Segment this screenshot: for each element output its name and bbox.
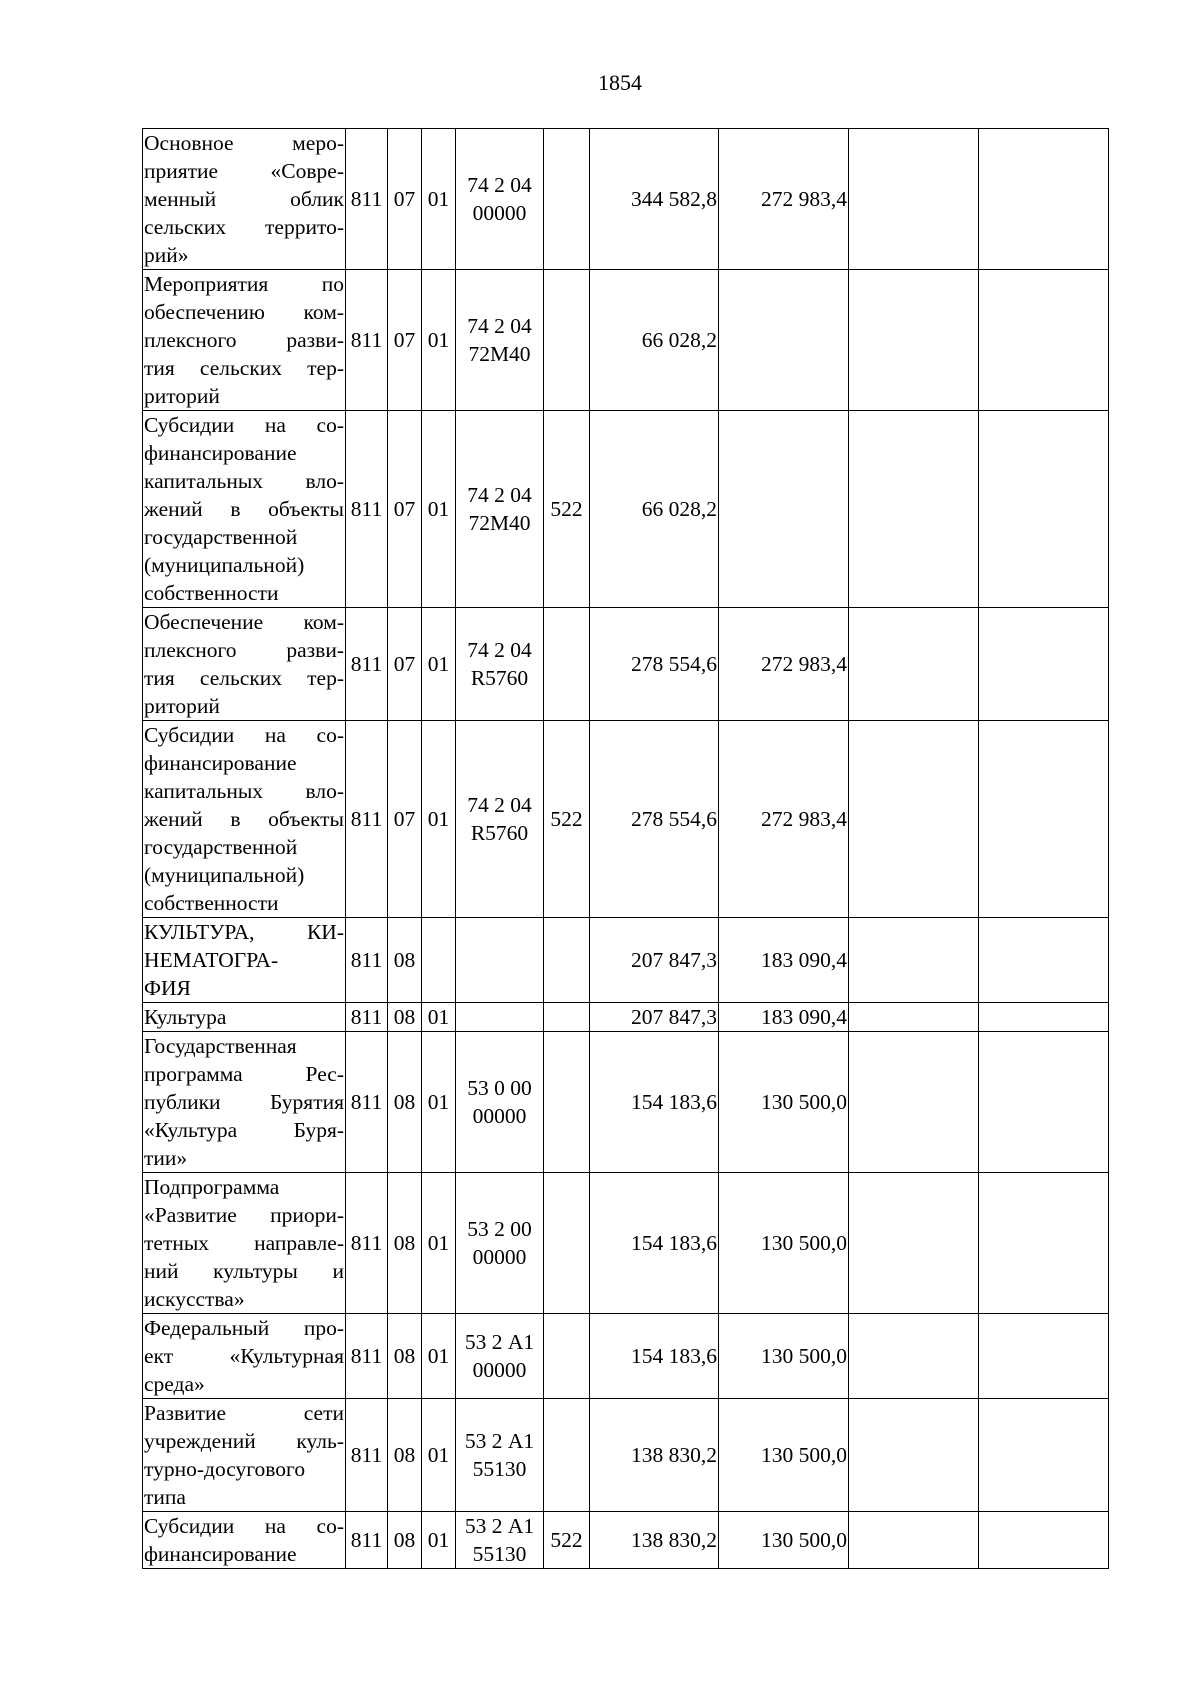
amount-cell-2: 130 500,0	[719, 1032, 849, 1173]
vr-code-cell	[544, 270, 590, 411]
amount-cell-1: 154 183,6	[590, 1173, 719, 1314]
amount-cell-3	[849, 1512, 979, 1569]
csr-code-cell	[456, 918, 544, 1003]
row-name-line: программа Рес-	[144, 1062, 344, 1086]
vr-code-cell	[544, 1032, 590, 1173]
rz-code-cell: 07	[388, 411, 422, 608]
gr-code-cell: 811	[346, 1314, 388, 1399]
csr-code-line: 55130	[472, 1457, 527, 1481]
pr-code-cell: 01	[422, 608, 456, 721]
row-name-line: Субсидии на со-	[144, 1514, 344, 1538]
amount-cell-4	[979, 721, 1109, 918]
row-name-line: турно-досугового	[144, 1457, 306, 1481]
vr-code-cell	[544, 918, 590, 1003]
csr-code-line: 74 2 04	[467, 793, 532, 817]
amount-cell-2: 272 983,4	[719, 608, 849, 721]
rz-code-cell: 08	[388, 1512, 422, 1569]
row-name-line: публики Бурятия	[144, 1090, 344, 1114]
amount-cell-1: 154 183,6	[590, 1314, 719, 1399]
row-name-line: плексного разви-	[144, 638, 344, 662]
csr-code-line: 00000	[472, 1245, 527, 1269]
row-name-line: собственности	[144, 891, 279, 915]
row-name-cell	[143, 411, 346, 608]
row-name-line: рий»	[144, 243, 189, 267]
csr-code-line: 53 2 А1	[464, 1330, 535, 1354]
amount-cell-1: 278 554,6	[590, 721, 719, 918]
table-row	[143, 270, 1109, 411]
amount-cell-3	[849, 1314, 979, 1399]
row-name-line: среда»	[144, 1372, 205, 1396]
amount-cell-1: 207 847,3	[590, 918, 719, 1003]
vr-code-cell: 522	[544, 411, 590, 608]
amount-cell-4	[979, 918, 1109, 1003]
amount-cell-4	[979, 270, 1109, 411]
row-name-line: финансирование	[144, 441, 297, 465]
table-row	[143, 1512, 1109, 1569]
csr-code-cell	[456, 1003, 544, 1032]
csr-code-line: 72М40	[468, 511, 531, 535]
vr-code-cell	[544, 1399, 590, 1512]
csr-code-cell	[456, 1512, 544, 1569]
row-name-line: государственной	[144, 525, 298, 549]
row-name-line: государственной	[144, 835, 298, 859]
csr-code-cell	[456, 129, 544, 270]
row-name-line: (муниципальной)	[144, 553, 305, 577]
amount-cell-2: 183 090,4	[719, 918, 849, 1003]
amount-cell-3	[849, 411, 979, 608]
pr-code-cell: 01	[422, 1512, 456, 1569]
csr-code-line: 53 0 00	[467, 1076, 532, 1100]
csr-code-line: 72М40	[468, 342, 531, 366]
row-name-line: тии»	[144, 1146, 188, 1170]
row-name-line: Основное меро-	[144, 131, 344, 155]
amount-cell-2: 130 500,0	[719, 1512, 849, 1569]
row-name-line: финансирование	[144, 751, 297, 775]
vr-code-cell	[544, 1003, 590, 1032]
amount-cell-1: 138 830,2	[590, 1399, 719, 1512]
csr-code-line: R5760	[470, 821, 529, 845]
table-row	[143, 129, 1109, 270]
amount-cell-3	[849, 721, 979, 918]
csr-code-cell	[456, 721, 544, 918]
amount-cell-1: 154 183,6	[590, 1032, 719, 1173]
row-name-line: финансирование	[144, 1542, 297, 1566]
csr-code-cell	[456, 608, 544, 721]
rz-code-cell: 07	[388, 270, 422, 411]
row-name-line: Развитие сети	[144, 1401, 344, 1425]
row-name-cell	[143, 1512, 346, 1569]
row-name-cell	[143, 1003, 346, 1032]
gr-code-cell: 811	[346, 270, 388, 411]
rz-code-cell: 08	[388, 1399, 422, 1512]
row-name-line: Государственная	[144, 1034, 297, 1058]
amount-cell-4	[979, 411, 1109, 608]
row-name-line: (муниципальной)	[144, 863, 305, 887]
amount-cell-4	[979, 1032, 1109, 1173]
row-name-line: «Развитие приори-	[144, 1203, 344, 1227]
gr-code-cell: 811	[346, 129, 388, 270]
page-number: 1854	[598, 70, 642, 95]
table-row	[143, 1032, 1109, 1173]
pr-code-cell: 01	[422, 411, 456, 608]
row-name-cell	[143, 608, 346, 721]
row-name-line: ФИЯ	[144, 976, 191, 1000]
gr-code-cell: 811	[346, 1003, 388, 1032]
amount-cell-2: 272 983,4	[719, 721, 849, 918]
row-name-line: Субсидии на со-	[144, 723, 344, 747]
rz-code-cell: 07	[388, 129, 422, 270]
gr-code-cell: 811	[346, 1173, 388, 1314]
rz-code-cell: 08	[388, 1173, 422, 1314]
table-row	[143, 1173, 1109, 1314]
csr-code-line: 53 2 А1	[464, 1514, 535, 1538]
gr-code-cell: 811	[346, 1512, 388, 1569]
csr-code-line: 74 2 04	[467, 483, 532, 507]
amount-cell-2: 272 983,4	[719, 129, 849, 270]
budget-table	[142, 128, 1109, 1569]
row-name-line: жений в объекты	[144, 807, 344, 831]
row-name-cell	[143, 1399, 346, 1512]
amount-cell-2: 130 500,0	[719, 1173, 849, 1314]
table-row	[143, 1003, 1109, 1032]
pr-code-cell: 01	[422, 1399, 456, 1512]
gr-code-cell: 811	[346, 1032, 388, 1173]
row-name-cell	[143, 1314, 346, 1399]
table-body	[143, 129, 1109, 1569]
amount-cell-4	[979, 608, 1109, 721]
pr-code-cell: 01	[422, 270, 456, 411]
row-name-line: «Культура Буря-	[144, 1118, 344, 1142]
pr-code-cell: 01	[422, 1173, 456, 1314]
row-name-line: Подпрограмма	[144, 1175, 280, 1199]
row-name-cell	[143, 270, 346, 411]
amount-cell-1: 278 554,6	[590, 608, 719, 721]
row-name-line: типа	[144, 1485, 186, 1509]
row-name-line: капитальных вло-	[144, 779, 344, 803]
amount-cell-2	[719, 270, 849, 411]
row-name-line: риторий	[144, 694, 220, 718]
row-name-line: тетных направле-	[144, 1231, 344, 1255]
row-name-line: тия сельских тер-	[144, 356, 344, 380]
row-name-line: сельских террито-	[144, 215, 344, 239]
table-row	[143, 1399, 1109, 1512]
row-name-line: ект «Культурная	[144, 1344, 344, 1368]
amount-cell-4	[979, 1399, 1109, 1512]
table-row	[143, 721, 1109, 918]
csr-code-line: 00000	[472, 1358, 527, 1382]
row-name-line: обеспечению ком-	[144, 300, 344, 324]
amount-cell-4	[979, 1173, 1109, 1314]
row-name-cell	[143, 1032, 346, 1173]
amount-cell-3	[849, 1032, 979, 1173]
csr-code-cell	[456, 411, 544, 608]
row-name-cell	[143, 721, 346, 918]
row-name-line: искусства»	[144, 1287, 245, 1311]
row-name-line: капитальных вло-	[144, 469, 344, 493]
amount-cell-3	[849, 270, 979, 411]
csr-code-line: 55130	[472, 1542, 527, 1566]
row-name-cell	[143, 129, 346, 270]
row-name-line: плексного разви-	[144, 328, 344, 352]
table-row	[143, 608, 1109, 721]
csr-code-line: 53 2 А1	[464, 1429, 535, 1453]
row-name-line: КУЛЬТУРА, КИ-	[144, 920, 344, 944]
amount-cell-1: 66 028,2	[590, 411, 719, 608]
amount-cell-4	[979, 1003, 1109, 1032]
csr-code-line: 74 2 04	[467, 638, 532, 662]
csr-code-cell	[456, 1173, 544, 1314]
csr-code-cell	[456, 1032, 544, 1173]
csr-code-line: 00000	[472, 201, 527, 225]
row-name-cell	[143, 1173, 346, 1314]
amount-cell-4	[979, 129, 1109, 270]
rz-code-cell: 07	[388, 721, 422, 918]
csr-code-cell	[456, 1399, 544, 1512]
rz-code-cell: 08	[388, 1032, 422, 1173]
csr-code-line: 00000	[472, 1104, 527, 1128]
pr-code-cell: 01	[422, 129, 456, 270]
row-name-line: Обеспечение ком-	[144, 610, 344, 634]
amount-cell-4	[979, 1314, 1109, 1399]
amount-cell-1: 138 830,2	[590, 1512, 719, 1569]
row-name-line: Культура	[144, 1005, 227, 1029]
amount-cell-1: 344 582,8	[590, 129, 719, 270]
rz-code-cell: 08	[388, 1003, 422, 1032]
gr-code-cell: 811	[346, 1399, 388, 1512]
row-name-line: собственности	[144, 581, 279, 605]
row-name-line: Субсидии на со-	[144, 413, 344, 437]
csr-code-cell	[456, 1314, 544, 1399]
row-name-line: тия сельских тер-	[144, 666, 344, 690]
row-name-line: учреждений куль-	[144, 1429, 344, 1453]
table-row	[143, 1314, 1109, 1399]
vr-code-cell: 522	[544, 721, 590, 918]
row-name-line: Федеральный про-	[144, 1316, 344, 1340]
vr-code-cell	[544, 608, 590, 721]
row-name-line: Мероприятия по	[144, 272, 344, 296]
rz-code-cell: 08	[388, 1314, 422, 1399]
pr-code-cell: 01	[422, 721, 456, 918]
amount-cell-2: 183 090,4	[719, 1003, 849, 1032]
pr-code-cell: 01	[422, 1032, 456, 1173]
amount-cell-3	[849, 918, 979, 1003]
amount-cell-1: 207 847,3	[590, 1003, 719, 1032]
amount-cell-3	[849, 129, 979, 270]
csr-code-line: R5760	[470, 666, 529, 690]
amount-cell-2: 130 500,0	[719, 1399, 849, 1512]
gr-code-cell: 811	[346, 608, 388, 721]
csr-code-line: 74 2 04	[467, 173, 532, 197]
vr-code-cell: 522	[544, 1512, 590, 1569]
row-name-line: жений в объекты	[144, 497, 344, 521]
vr-code-cell	[544, 129, 590, 270]
gr-code-cell: 811	[346, 721, 388, 918]
gr-code-cell: 811	[346, 918, 388, 1003]
row-name-line: ний культуры и	[144, 1259, 344, 1283]
vr-code-cell	[544, 1314, 590, 1399]
table-row	[143, 918, 1109, 1003]
rz-code-cell: 08	[388, 918, 422, 1003]
csr-code-line: 53 2 00	[467, 1217, 532, 1241]
csr-code-cell	[456, 270, 544, 411]
row-name-line: риторий	[144, 384, 220, 408]
rz-code-cell: 07	[388, 608, 422, 721]
row-name-line: НЕМАТОГРА-	[144, 948, 279, 972]
gr-code-cell: 811	[346, 411, 388, 608]
row-name-line: приятие «Совре-	[144, 159, 344, 183]
vr-code-cell	[544, 1173, 590, 1314]
amount-cell-4	[979, 1512, 1109, 1569]
pr-code-cell	[422, 918, 456, 1003]
amount-cell-3	[849, 1003, 979, 1032]
row-name-cell	[143, 918, 346, 1003]
amount-cell-2: 130 500,0	[719, 1314, 849, 1399]
amount-cell-3	[849, 1399, 979, 1512]
pr-code-cell: 01	[422, 1314, 456, 1399]
amount-cell-2	[719, 411, 849, 608]
pr-code-cell: 01	[422, 1003, 456, 1032]
row-name-line: менный облик	[144, 187, 344, 211]
csr-code-line: 74 2 04	[467, 314, 532, 338]
amount-cell-1: 66 028,2	[590, 270, 719, 411]
table-row	[143, 411, 1109, 608]
amount-cell-3	[849, 608, 979, 721]
amount-cell-3	[849, 1173, 979, 1314]
